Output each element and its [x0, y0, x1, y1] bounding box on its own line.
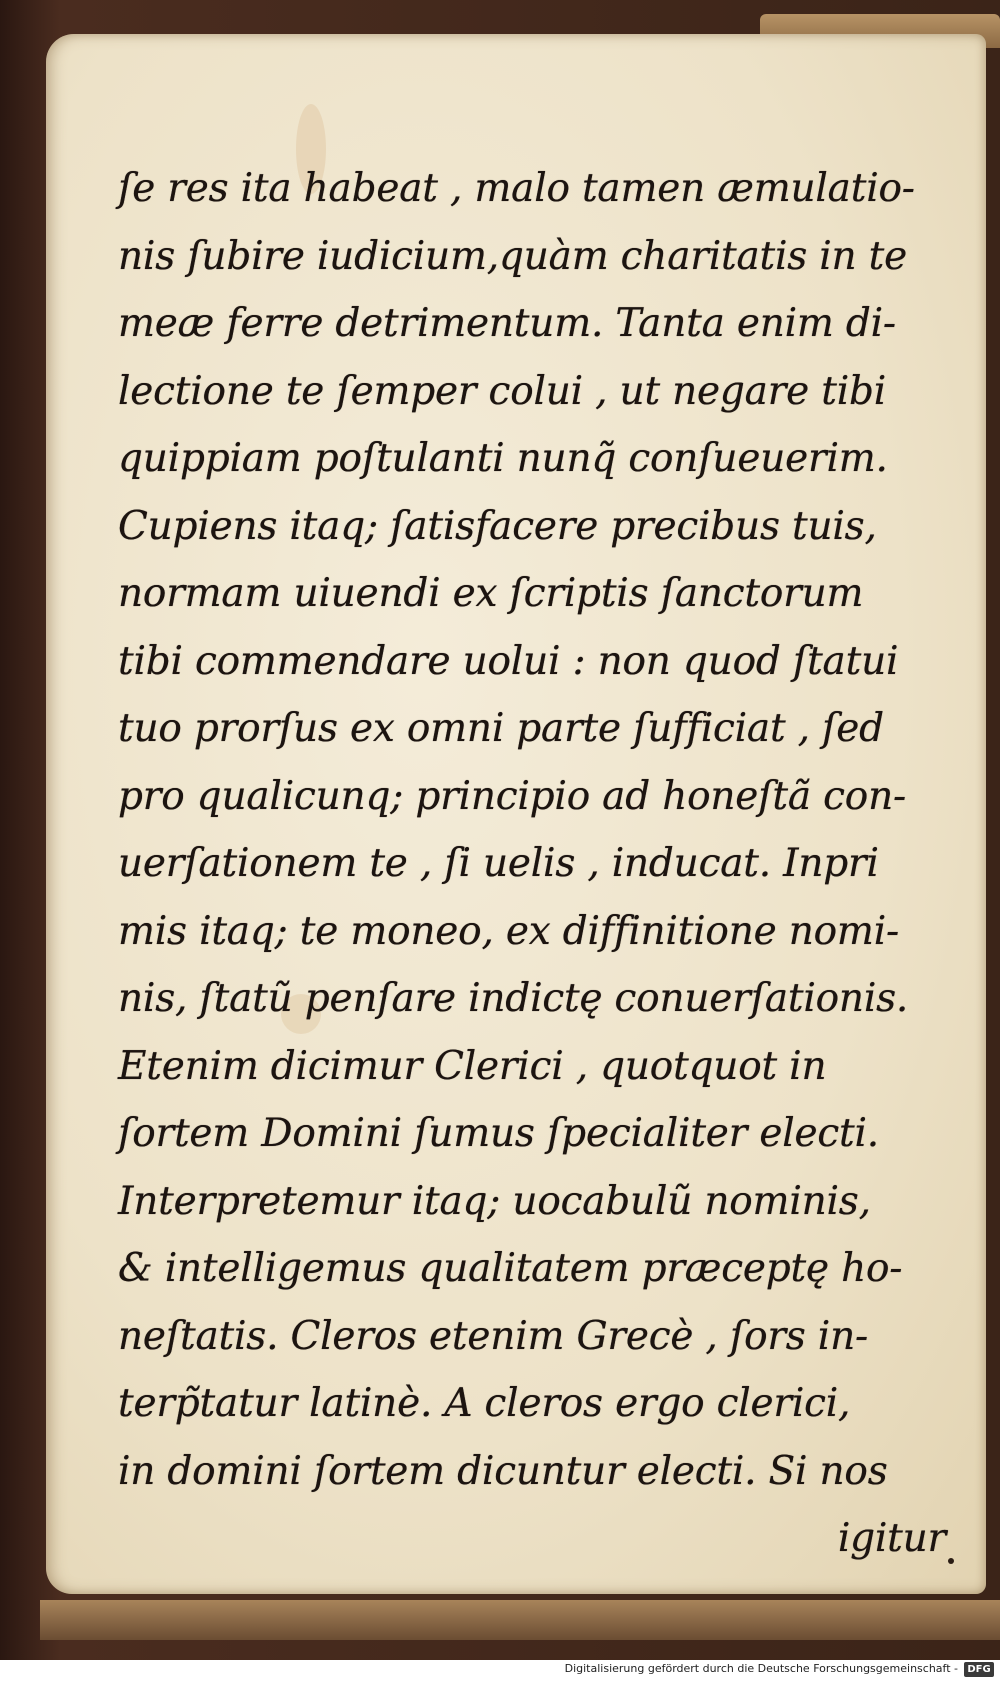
- text-line: Cupiens itaq; ſatisfacere precibus tuis,: [118, 503, 877, 549]
- text-line: quippiam poſtulanti nunq̃ conſueuerim.: [118, 436, 888, 481]
- footer-bar: [0, 1660, 1000, 1681]
- ink-dot: [948, 1558, 954, 1564]
- text-line: meæ ferre detrimentum. Tanta enim di-: [118, 301, 896, 346]
- text-line: tuo prorſus ex omni parte ſufficiat , ſed: [118, 706, 884, 751]
- text-line: nis ſubire iudicium,quàm charitatis in te: [118, 233, 908, 279]
- text-line: mis itaq; te moneo, ex diffinitione nomi-: [118, 908, 899, 954]
- text-line: pro qualicunq; principio ad honeſtã con-: [118, 773, 906, 819]
- book-binding-bottom: [40, 1600, 1000, 1640]
- text-line: ſortem Domini ſumus ſpecialiter electi.: [118, 1111, 879, 1156]
- text-line: neſtatis. Cleros etenim Grecè , ſors in-: [118, 1313, 868, 1359]
- text-line: in domini ſortem dicuntur electi. Si nos: [118, 1448, 888, 1494]
- text-line: uerſationem te , ſi uelis , inducat. Inpri: [118, 841, 879, 886]
- text-line: Etenim dicimur Clerici , quotquot in: [118, 1043, 827, 1089]
- text-line: normam uiuendi ex ſcriptis ſanctorum: [118, 571, 864, 616]
- text-line: nis, ſtatũ penſare indictę conuerſationis.: [118, 976, 909, 1021]
- text-line: tibi commendare uolui : non quod ſtatui: [118, 638, 899, 684]
- text-line: & intelligemus qualitatem præceptę ho-: [118, 1246, 903, 1291]
- page-text: [118, 155, 958, 1573]
- catchword: igitur: [837, 1516, 946, 1561]
- text-line: terp̃tatur latinè. A cleros ergo clerici,: [118, 1381, 851, 1426]
- text-line: lectione te ſemper colui , ut negare tibi: [118, 368, 887, 414]
- footer-credit: Digitalisierung gefördert durch die Deutsche Forschungsgemeinschaft -: [564, 1662, 958, 1675]
- text-line: ſe res ita habeat , malo tamen æmulatio-: [118, 166, 915, 211]
- text-line: Interpretemur itaq; uocabulũ nominis,: [118, 1178, 871, 1224]
- dfg-logo: DFG: [964, 1662, 994, 1677]
